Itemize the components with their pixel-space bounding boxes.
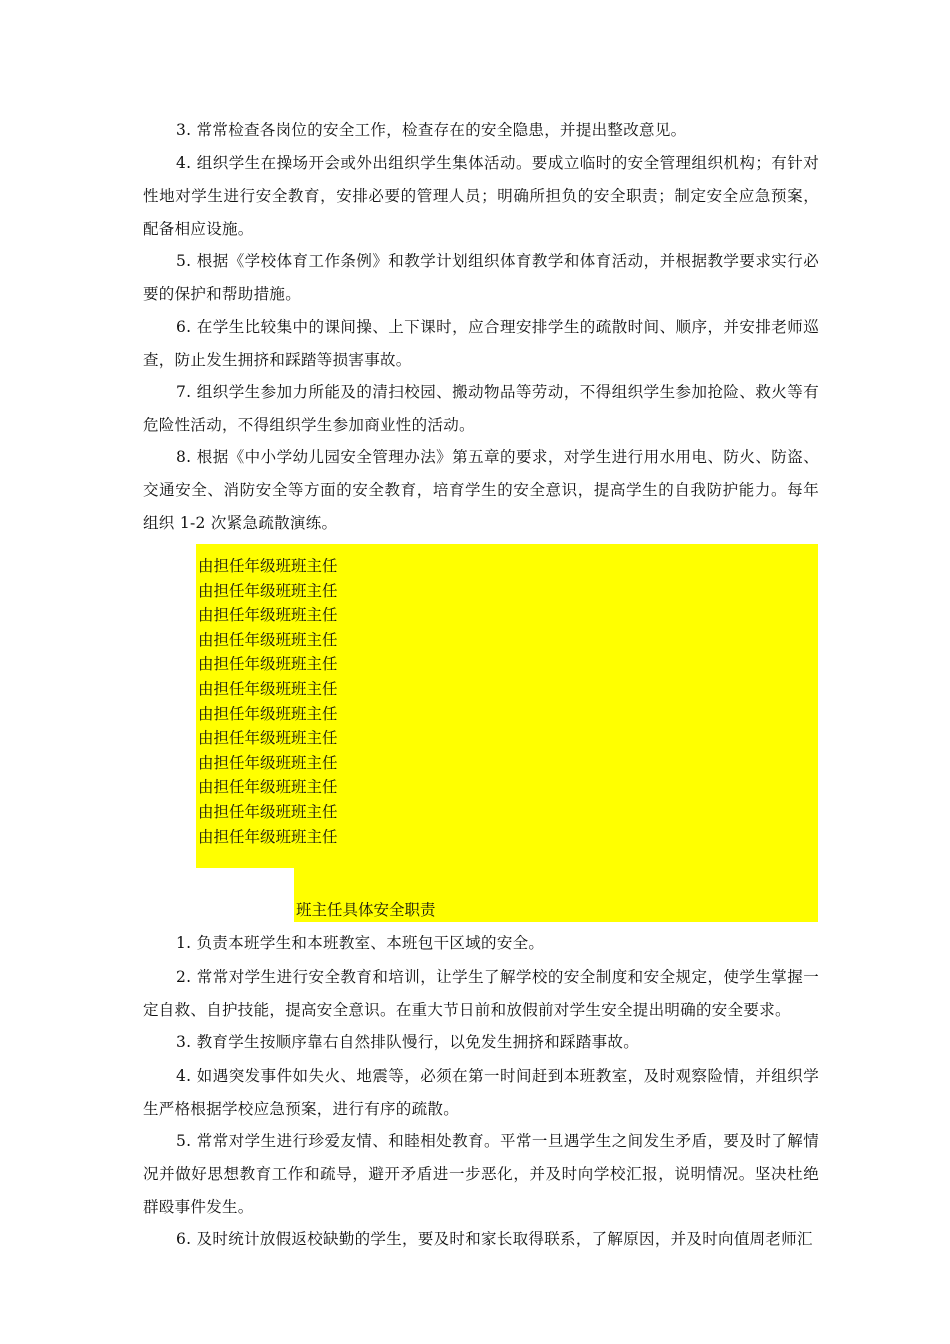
highlight-line: 由担任年级班班主任 [198,704,338,723]
paragraph-item-7: 7. 组织学生参加力所能及的清扫校园、搬动物品等劳动，不得组织学生参加抢险、救火等有危险性活动，不得组织学生参加商业性的活动。 [143,383,819,434]
paragraph-item-8: 8. 根据《中小学幼儿园安全管理办法》第五章的要求，对学生进行用水用电、防火、防盗、交通安全、消防安全等方面的安全教育，培育学生的安全意识，提高学生的自我防护能力。每年组织 1-2 次紧急疏散演练。 [143,448,819,532]
highlight-line: 由担任年级班班主任 [198,729,338,748]
duty-item-4: 4. 如遇突发事件如失火、地震等，必须在第一时间赶到本班教室，及时观察险情，并组织学生严格根据学校应急预案，进行有序的疏散。 [143,1067,819,1118]
highlight-line: 由担任年级班班主任 [198,630,338,649]
highlight-line: 由担任年级班班主任 [198,557,338,575]
highlight-line: 由担任年级班班主任 [198,679,338,698]
highlight-line: 由担任年级班班主任 [198,581,338,600]
paragraph-item-3: 3. 常常检查各岗位的安全工作，检查存在的安全隐患，并提出整改意见。 [176,121,687,139]
highlight-line: 由担任年级班班主任 [198,778,338,797]
duty-item-2: 2. 常常对学生进行安全教育和培训，让学生了解学校的安全制度和安全规定，使学生掌握一定自救、自护技能，提高安全意识。在重大节日前和放假前对学生安全提出明确的安全要求。 [143,968,819,1019]
duty-item-1: 1. 负责本班学生和本班教室、本班包干区域的安全。 [176,934,545,952]
highlight-line: 由担任年级班班主任 [198,802,338,821]
paragraph-item-4: 4. 组织学生在操场开会或外出组织学生集体活动。要成立临时的安全管理组织机构；有针对性地对学生进行安全教育，安排必要的管理人员；明确所担负的安全职责；制定安全应急预案，配备相应设施。 [143,154,819,238]
paragraph-item-5: 5. 根据《学校体育工作条例》和教学计划组织体育教学和体育活动，并根据教学要求实行必要的保护和帮助措施。 [143,252,819,303]
highlight-line: 由担任年级班班主任 [198,606,338,625]
section-heading: 班主任具体安全职责 [296,901,436,919]
highlight-line: 由担任年级班班主任 [198,655,338,674]
paragraph-item-6: 6. 在学生比较集中的课间操、上下课时，应合理安排学生的疏散时间、顺序，并安排老师巡查，防止发生拥挤和踩踏等损害事故。 [143,318,819,369]
duty-item-6: 6. 及时统计放假返校缺勤的学生，要及时和家长取得联系，了解原因，并及时向值周老师汇 [176,1230,813,1248]
duty-item-5: 5. 常常对学生进行珍爱友情、和睦相处教育。平常一旦遇学生之间发生矛盾，要及时了解情况并做好思想教育工作和疏导，避开矛盾进一步恶化，并及时向学校汇报，说明情况。坚决杜绝群殴事件发生。 [143,1132,819,1216]
duty-item-3: 3. 教育学生按顺序靠右自然排队慢行，以免发生拥挤和踩踏事故。 [176,1033,640,1051]
highlight-line: 由担任年级班班主任 [198,753,338,772]
highlight-lines [198,554,338,849]
highlight-line: 由担任年级班班主任 [198,827,338,846]
